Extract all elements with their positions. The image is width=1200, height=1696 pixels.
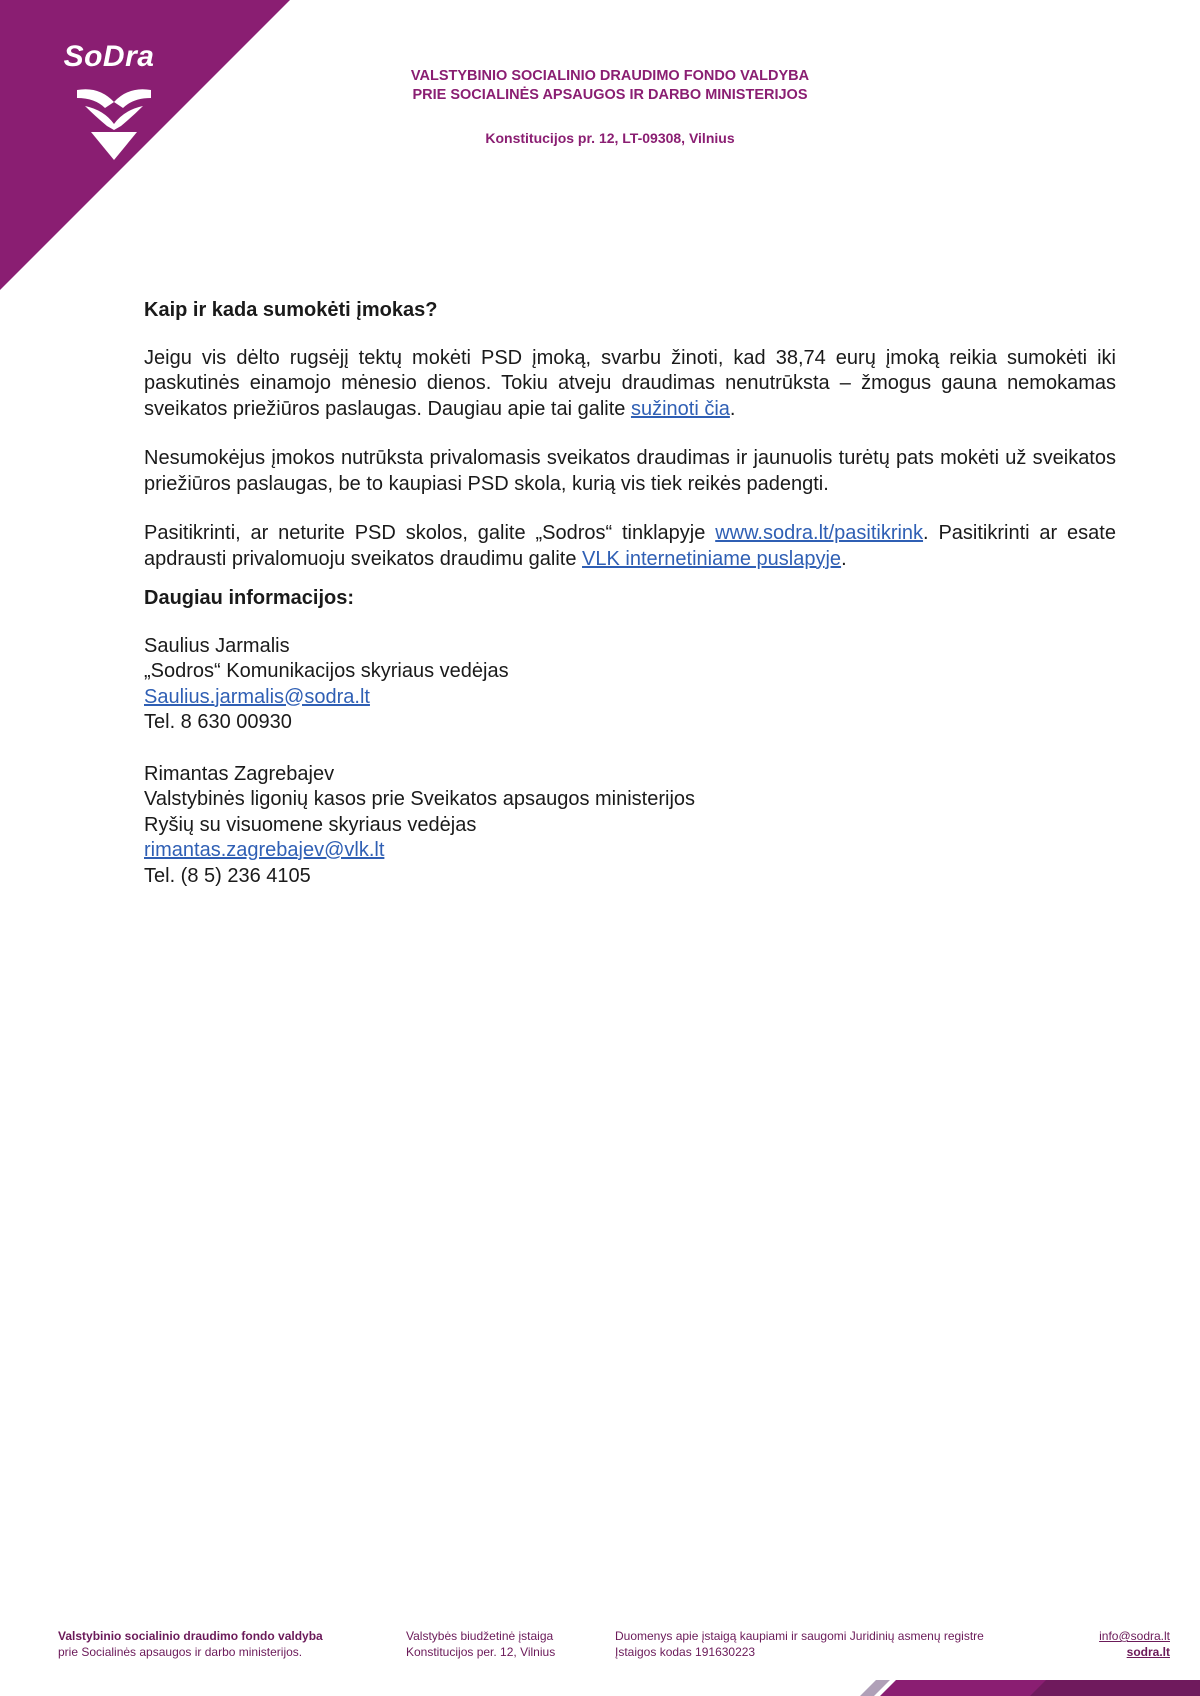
contact-2-name: Rimantas Zagrebajev — [144, 762, 335, 785]
footer-org-line-1: Valstybinio socialinio draudimo fondo valdyba — [58, 1629, 323, 1643]
logo-mark-icon — [69, 80, 159, 170]
contact-2-role: Valstybinės ligonių kasos prie Sveikatos apsaugos ministerijos — [144, 788, 696, 810]
footer-registry — [615, 1628, 984, 1660]
footer-site-link[interactable]: sodra.lt — [1126, 1645, 1170, 1659]
paragraph-1-end: . — [729, 397, 736, 420]
paragraph-1-text: Jeigu vis dėlto rugsėjį tektų mokėti PSD įmoką, svarbu žinoti, kad 38,74 eurų įmoką reikia sumokėti iki paskutinės einamojo mėnesio dienos. Tokiu atveju draudimas nenutrūksta – žmogus gauna nemokamas sveikatos priežiūros paslaugas. Daugiau apie tai galite — [144, 346, 1116, 420]
contact-2 — [144, 762, 1116, 890]
contact-1-role: „Sodros“ Komunikacijos skyriaus vedėjas — [144, 660, 509, 682]
logo-text: SoDra — [63, 40, 155, 73]
footer-org-line-2: prie Socialinės apsaugos ir darbo ministerijos. — [58, 1645, 303, 1659]
footer-contacts — [1099, 1628, 1170, 1660]
contact-1-name: Saulius Jarmalis — [144, 634, 290, 657]
link-suzinoti-cia[interactable]: sužinoti čia — [630, 397, 730, 420]
paragraph-3 — [144, 521, 1116, 572]
org-line-1: VALSTYBINIO SOCIALINIO DRAUDIMO FONDO VALDYBA — [410, 68, 810, 84]
footer-org — [58, 1628, 323, 1660]
link-vlk[interactable]: VLK internetiniame puslapyje — [582, 547, 842, 570]
contact-1-email-link[interactable]: Saulius.jarmalis@sodra.lt — [144, 685, 370, 708]
contact-1 — [144, 634, 1116, 736]
paragraph-2: Nesumokėjus įmokos nutrūksta privalomasis sveikatos draudimas ir jaunuolis turėtų pats mokėti už sveikatos priežiūros paslaugas, be to kaupiasi PSD skola, kurią vis tiek reikės padengti. — [144, 447, 1116, 495]
footer-institution — [406, 1628, 555, 1660]
footer-institution-line-2: Konstitucijos per. 12, Vilnius — [406, 1645, 556, 1659]
footer-institution-line-1: Valstybės biudžetinė įstaiga — [406, 1629, 554, 1643]
contact-2-role-2: Ryšių su visuomene skyriaus vedėjas — [144, 813, 477, 836]
footer-email-link[interactable]: info@sodra.lt — [1099, 1629, 1170, 1643]
bottom-stripes-decoration — [860, 1680, 1200, 1696]
article-title: Kaip ir kada sumokėti įmokas? — [144, 299, 438, 321]
organization-address: Konstitucijos pr. 12, LT-09308, Vilnius — [485, 130, 735, 146]
sodra-logo[interactable] — [44, 40, 174, 140]
contact-2-phone: Tel. (8 5) 236 4105 — [144, 864, 311, 887]
link-sodra-pasitikrink[interactable]: www.sodra.lt/pasitikrink — [715, 522, 924, 544]
org-line-2: PRIE SOCIALINĖS APSAUGOS IR DARBO MINISTERIJOS — [412, 87, 808, 103]
contact-1-phone: Tel. 8 630 00930 — [144, 711, 292, 733]
organization-header — [330, 67, 890, 105]
more-info-heading: Daugiau informacijos: — [144, 587, 355, 609]
paragraph-3-end: . — [841, 547, 847, 570]
article-body — [144, 298, 1116, 889]
paragraph-3-text: Pasitikrinti, ar neturite PSD skolos, galite „Sodros“ tinklapyje — [144, 522, 716, 544]
paragraph-3-mid: . Pasitikrinti ar esate apdrausti privalomuoju sveikatos draudimu galite — [144, 522, 1116, 570]
footer-registry-line-1: Duomenys apie įstaigą kaupiami ir saugomi Juridinių asmenų registre — [615, 1629, 984, 1643]
footer-registry-line-2: Įstaigos kodas 191630223 — [615, 1645, 756, 1659]
contact-2-email-link[interactable]: rimantas.zagrebajev@vlk.lt — [144, 839, 385, 861]
paragraph-1 — [144, 346, 1116, 423]
